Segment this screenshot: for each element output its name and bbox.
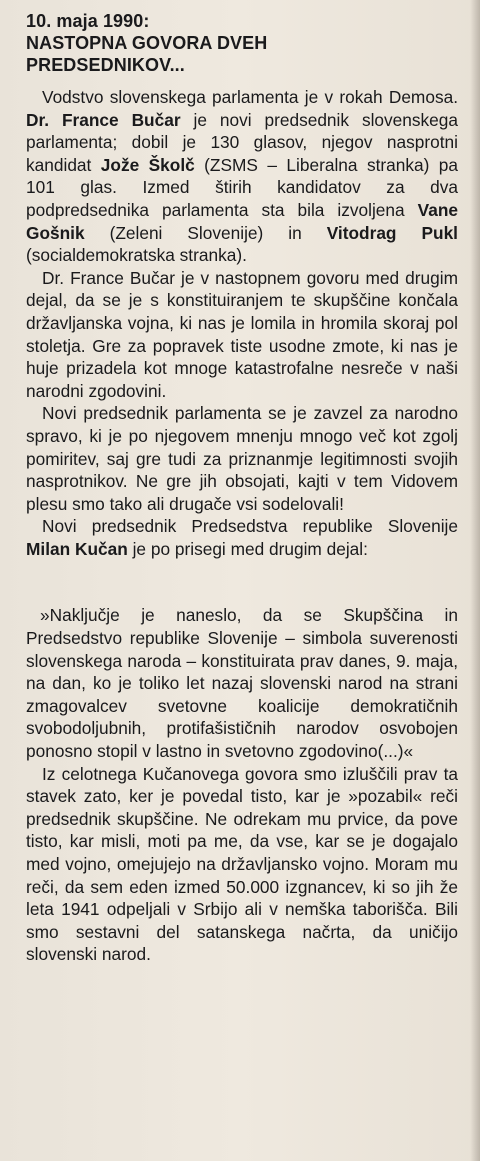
p4-text-2: je po prisegi med drugim dejal: (127, 538, 368, 559)
paragraph-1 (26, 86, 458, 267)
p4-text-1: Novi predsednik Predsedstva republike Slovenije (42, 516, 458, 537)
paragraph-3: Novi predsednik parlamenta se je zavzel za narodno spravo, ki je po njegovem mnenju mnogo več kot zgolj pomiritev, saj gre tudi za priznanmje legitimnosti svojih nasprotnikov. Ne gre jih obsojati, kajti v tem Vidovem plesu smo tako ali drugače vsi sodelovali! (26, 403, 458, 514)
p1-text-5: (socialdemokratska stranka). (26, 245, 247, 266)
p1-text-2: je novi predsednik slovenskega parlamenta; dobil je 130 glasov, njegov nasprotni kandidat (26, 109, 459, 175)
p1-text-1: Vodstvo slovenskega parlamenta je v rokah Demosa. (42, 87, 458, 107)
article-body (26, 86, 458, 966)
name-vane-gosnik: Vane Gošnik (26, 199, 458, 243)
p1-text-4: (Zeleni Slovenije) in (84, 222, 327, 243)
article (26, 10, 458, 966)
paragraph-2: Dr. France Bučar je v nastopnem govoru med drugim dejal, da se je s konstituiranjem te skupščine končala državljanska vojna, ki nas je lomila in hromila skoraj pol stoletja. Gre za popravek tiste usodne zmote, ki nas je huje prizadela kot mnoge katastrofalne nesreče v naši narodni zgodovini. (26, 267, 458, 401)
headline-title-line-1: NASTOPNA GOVORA DVEH (26, 33, 268, 53)
quote-paragraph: »Naključje je naneslo, da se Skupščina in Predsedstvo republike Slovenije – simbola suverenosti slovenskega naroda – konstituirata prav danes, 9. maja, na dan, ko je toliko let nazaj slovenski narod na strani zmagovalcev svetovne koalicije demokratičnih svobodoljubnih, protifašističnih narodov osvobojen ponosno stopil v lastno in svetovno zgodovino(...)« (26, 605, 458, 762)
name-vitodrag-pukl: Vitodrag Pukl (326, 222, 458, 243)
page-edge-shadow (470, 0, 480, 1161)
paragraph-6: Iz celotnega Kučanovega govora smo izluščili prav ta stavek zato, ker je povedal tisto, kar je »pozabil« reči predsednik skupščine. Ne odrekam mu prvice, da pove tisto, kar misli, moti pa me, da vse, kar se je dogajalo med vojno, omejujejo na državljansko vojno. Moram mu reči, da sem eden izmed 50.000 izgnancev, ki so jih že leta 1941 odpeljali v Srbijo ali v nemška taborišča. Bili smo sestavni del satanskega načrta, da uničijo slovenski narod. (26, 763, 458, 965)
p1-text-3: (ZSMS – Liberalna stranka) pa 101 glas. Izmed štirih kandidatov za dva podpredsednika parlamenta sta bila izvoljena (26, 154, 459, 220)
name-milan-kucan: Milan Kučan (26, 538, 128, 559)
headline (26, 10, 458, 76)
name-joze-skolc: Jože Školč (100, 154, 195, 175)
headline-date: 10. maja 1990: (26, 11, 150, 31)
paragraph-4 (26, 515, 458, 560)
name-france-bucar: Dr. France Bučar (26, 109, 181, 130)
headline-title-line-2: PREDSEDNIKOV... (26, 55, 185, 75)
